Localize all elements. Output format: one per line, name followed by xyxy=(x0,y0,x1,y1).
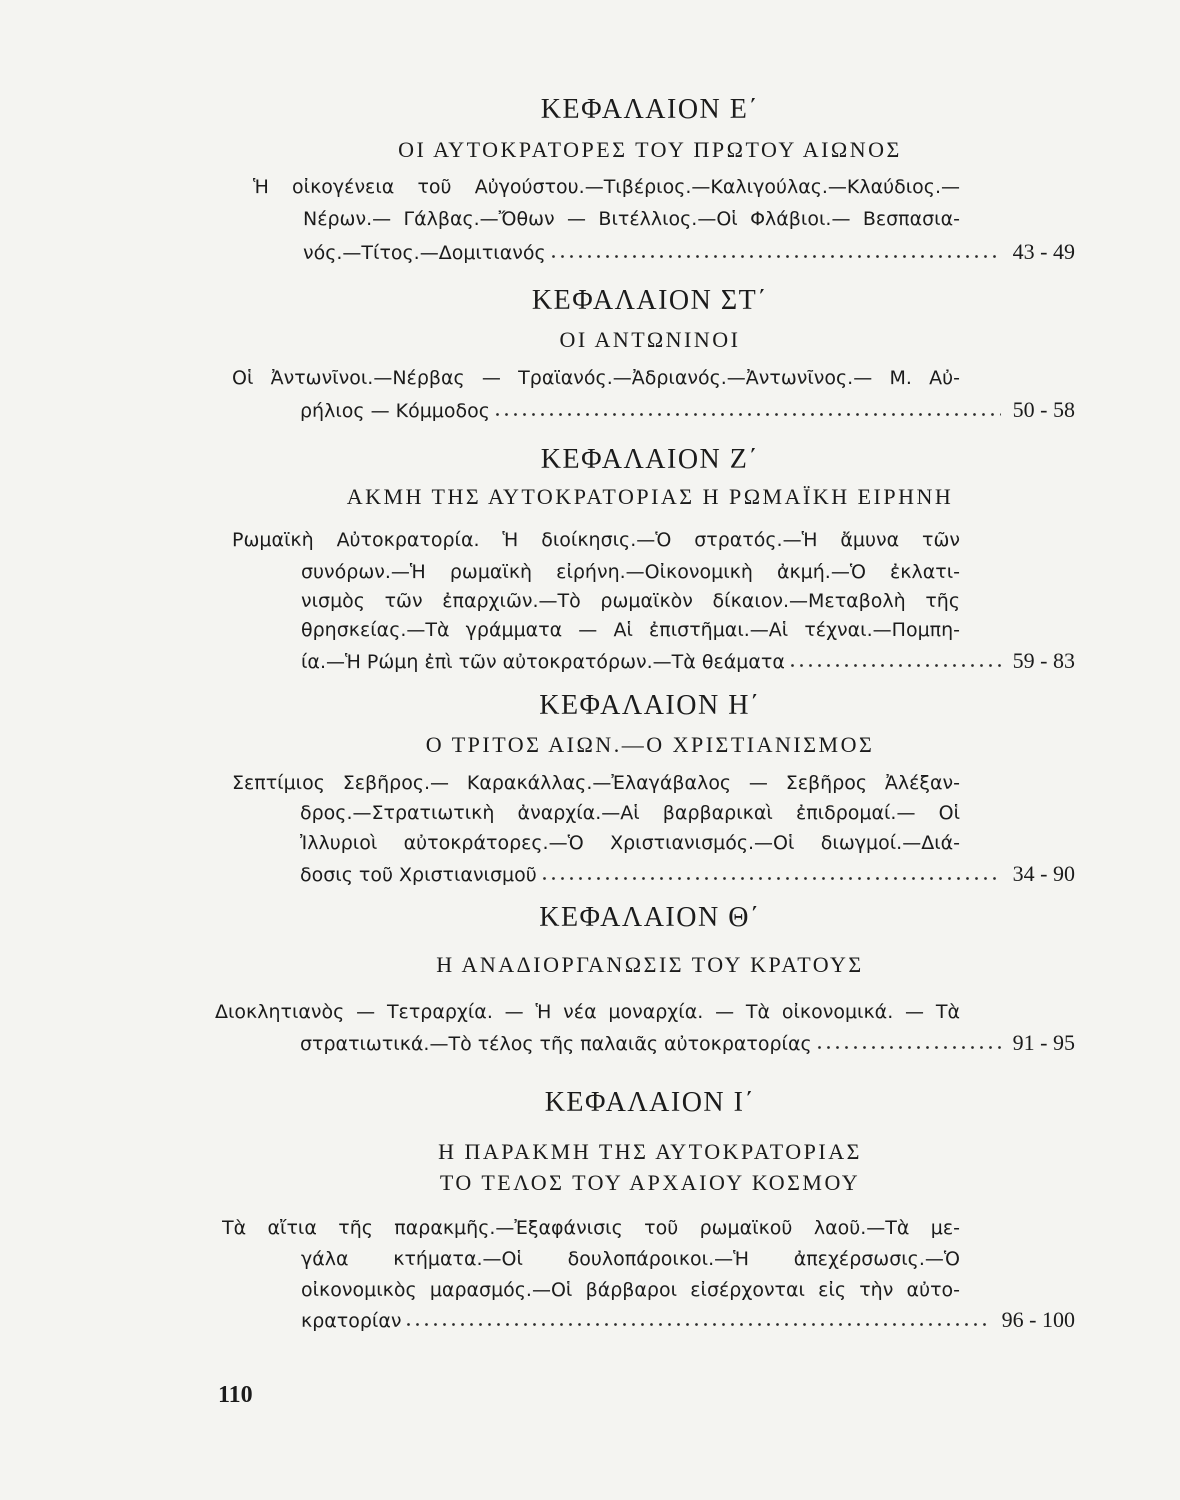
page-range: 43 - 49 xyxy=(1012,239,1075,264)
chapter-title: Η ΑΝΑΔΙΟΡΓΑΝΩΣΙΣ ΤΟΥ ΚΡΑΤΟΥΣ xyxy=(436,952,864,977)
entry-last-line xyxy=(300,396,1075,424)
chapter-title: Ο ΤΡΙΤΟΣ ΑΙΩΝ.—Ο ΧΡΙΣΤΙΑΝΙΣΜΟΣ xyxy=(425,732,875,757)
entry-last-line xyxy=(301,647,1075,675)
entry-last-line xyxy=(300,1029,1075,1057)
dot-leader xyxy=(496,413,1001,416)
entry-text-line: Ἡ οἰκογένεια τοῦ Αὐγούστου.—Τιβέριος.—Καλιγούλας.—Κλαύδιος.— xyxy=(253,176,960,198)
entry-text-line: δοσις τοῦ Χριστιανισμοῦ xyxy=(300,864,537,886)
chapter-heading: ΚΕΦΑΛΑΙΟΝ Ζ΄ xyxy=(540,444,760,475)
chapter-heading: ΚΕΦΑΛΑΙΟΝ Θ΄ xyxy=(539,902,761,933)
entry-last-line xyxy=(300,860,1075,888)
entry-text-line: ία.—Ἡ Ρώμη ἐπὶ τῶν αὐτοκρατόρων.—Τὰ θεάματα xyxy=(301,651,785,673)
entry-text-line: θρησκείας.—Τὰ γράμματα — Αἱ ἐπιστῆμαι.—Αἱ τέχναι.—Πομπη- xyxy=(301,619,960,641)
entry-text-line: δρος.—Στρατιωτικὴ ἀναρχία.—Αἱ βαρβαρικαὶ ἐπιδρομαί.— Οἱ xyxy=(300,802,960,824)
page-range: 91 - 95 xyxy=(1012,1030,1075,1055)
entry-text-line: Ρωμαϊκὴ Αὐτοκρατορία. Ἡ διοίκησις.—Ὁ στρατός.—Ἡ ἄμυνα τῶν xyxy=(232,529,960,551)
dot-leader xyxy=(543,877,1001,880)
entry-text-line: ρήλιος — Κόμμοδος xyxy=(300,400,490,422)
entry-text-line: γάλα κτήματα.—Οἱ δουλοπάροικοι.—Ἡ ἀπεχέρσωσις.—Ὁ xyxy=(301,1248,960,1270)
chapter-subtitle: ΤΟ ΤΕΛΟΣ ΤΟΥ ΑΡΧΑΙΟΥ ΚΟΣΜΟΥ xyxy=(439,1170,861,1195)
chapter-heading: ΚΕΦΑΛΑΙΟΝ Η΄ xyxy=(539,690,761,721)
entry-text-line: Νέρων.— Γάλβας.—Ὄθων — Βιτέλλιος.—Οἱ Φλάβιοι.— Βεσπασια- xyxy=(303,208,960,230)
dot-leader xyxy=(791,664,1001,667)
chapter-title: Η ΠΑΡΑΚΜΗ ΤΗΣ ΑΥΤΟΚΡΑΤΟΡΙΑΣ xyxy=(438,1139,862,1164)
chapter-heading: ΚΕΦΑΛΑΙΟΝ Ε΄ xyxy=(540,94,760,125)
page-range: 96 - 100 xyxy=(1001,1307,1075,1332)
chapter-heading: ΚΕΦΑΛΑΙΟΝ Ι΄ xyxy=(544,1087,756,1118)
entry-text-line: συνόρων.—Ἡ ρωμαϊκὴ εἰρήνη.—Οἰκονομικὴ ἀκμή.—Ὁ ἐκλατι- xyxy=(301,561,960,583)
entry-text-line: κρατορίαν xyxy=(301,1310,402,1332)
entry-text-line: οἰκονομικὸς μαρασμός.—Οἱ βάρβαροι εἰσέρχονται εἰς τὴν αὐτο- xyxy=(301,1279,960,1301)
page-range: 50 - 58 xyxy=(1012,397,1075,422)
entry-last-line xyxy=(301,1306,1075,1334)
entry-text-line: Οἱ Ἀντωνῖνοι.—Νέρβας — Τραϊανός.—Ἀδριανός.—Ἀντωνῖνος.— Μ. Αὐ- xyxy=(232,367,960,389)
chapter-heading: ΚΕΦΑΛΑΙΟΝ ΣΤ΄ xyxy=(531,285,769,316)
dot-leader xyxy=(407,1323,989,1326)
entry-text-line: στρατιωτικά.—Τὸ τέλος τῆς παλαιᾶς αὐτοκρατορίας xyxy=(300,1033,812,1055)
entry-text-line: Ἰλλυριοὶ αὐτοκράτορες.—Ὁ Χριστιανισμός.—Οἱ διωγμοί.—Διά- xyxy=(300,832,960,854)
chapter-title: ΟΙ ΑΝΤΩΝΙΝΟΙ xyxy=(559,327,741,352)
entry-text-line: Σεπτίμιος Σεβῆρος.— Καρακάλλας.—Ἐλαγάβαλος — Σεβῆρος Ἀλέξαν- xyxy=(232,772,960,794)
entry-text-line: Διοκλητιανὸς — Τετραρχία. — Ἡ νέα μοναρχία. — Τὰ οἰκονομικά. — Τὰ xyxy=(215,1001,960,1023)
entry-last-line xyxy=(303,238,1075,266)
dot-leader xyxy=(552,255,1001,258)
page-number: 110 xyxy=(218,1382,253,1408)
page-range: 34 - 90 xyxy=(1012,861,1075,886)
chapter-title: ΑΚΜΗ ΤΗΣ ΑΥΤΟΚΡΑΤΟΡΙΑΣ Η ΡΩΜΑΪΚΗ ΕΙΡΗΝΗ xyxy=(346,484,954,509)
entry-text-line: νισμὸς τῶν ἐπαρχιῶν.—Τὸ ρωμαϊκὸν δίκαιον.—Μεταβολὴ τῆς xyxy=(301,590,960,612)
entry-text-line: νός.—Τίτος.—Δομιτιανός xyxy=(303,242,546,264)
dot-leader xyxy=(818,1046,1001,1049)
entry-text-line: Τὰ αἴτια τῆς παρακμῆς.—Ἐξαφάνισις τοῦ ρωμαϊκοῦ λαοῦ.—Τὰ με- xyxy=(222,1217,960,1239)
page-range: 59 - 83 xyxy=(1012,648,1075,673)
chapter-title: ΟΙ ΑΥΤΟΚΡΑΤΟΡΕΣ ΤΟΥ ΠΡΩΤΟΥ ΑΙΩΝΟΣ xyxy=(398,137,902,162)
